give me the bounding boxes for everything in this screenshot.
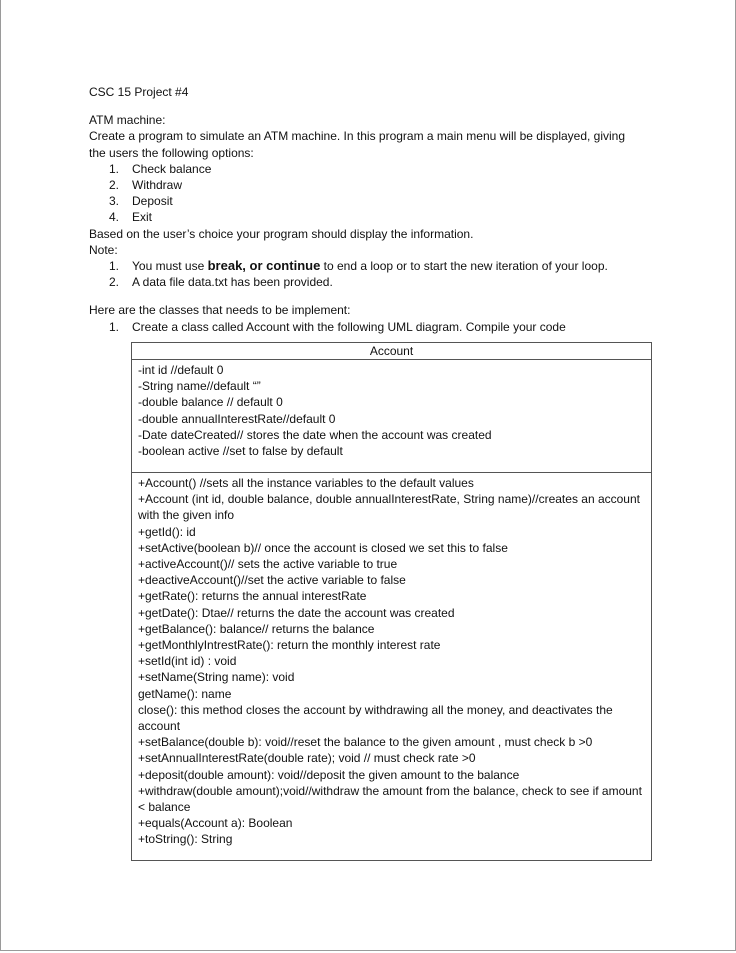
uml-method: +getBalance(): balance// returns the balance <box>138 621 375 636</box>
uml-fields <box>132 360 651 473</box>
uml-diagram <box>131 342 652 861</box>
based-on-text: Based on the user’s choice your program should display the information. <box>89 226 474 241</box>
uml-method: +Account() //sets all the instance variables to the default values <box>138 476 474 490</box>
note-label: Note: <box>89 242 118 257</box>
list-item: 1. Check balance <box>109 161 212 176</box>
bold-keywords: break, or continue <box>207 258 321 274</box>
uml-method: +getId(): id <box>138 524 196 539</box>
list-item: 1. You must use break, or continue to end a loop or to start the new iteration of your loop. <box>109 258 608 274</box>
uml-method: +setId(int id) : void <box>138 654 237 669</box>
section-heading: ATM machine: <box>89 113 166 128</box>
uml-method: close(): this method closes the account by withdrawing all the money, and deactivates the account <box>138 702 613 734</box>
uml-field: -String name//default “” <box>138 379 261 394</box>
document-body <box>89 84 649 335</box>
notes-list <box>89 258 649 290</box>
uml-field: -boolean active //set to false by default <box>138 444 343 459</box>
intro-line-1: Create a program to simulate an ATM machine. In this program a main menu will be displayed, giving <box>89 129 626 144</box>
uml-method: +deposit(double amount): void//deposit the given amount to the balance <box>138 767 520 782</box>
list-item: 4. Exit <box>109 210 153 225</box>
uml-field: -int id //default 0 <box>138 363 224 377</box>
uml-method: +setName(String name): void <box>138 670 295 685</box>
uml-field: -double annualInterestRate//default 0 <box>138 411 336 426</box>
uml-method: +getRate(): returns the annual interestRate <box>138 589 367 604</box>
list-item: 3. Deposit <box>109 194 173 209</box>
intro-line-2: the users the following options: <box>89 145 254 160</box>
uml-method: +setActive(boolean b)// once the account is closed we set this to false <box>138 540 508 555</box>
uml-method: +equals(Account a): Boolean <box>138 816 293 831</box>
uml-method: +Account (int id, double balance, double annualInterestRate, String name)//creates an account with the given info <box>138 492 640 523</box>
uml-method: +toString(): String <box>138 832 233 847</box>
list-item: 2. Withdraw <box>109 178 183 193</box>
uml-method: +getDate(): Dtae// returns the date the account was created <box>138 605 455 620</box>
classes-intro: Here are the classes that needs to be implement: <box>89 303 351 318</box>
list-item: 1. Create a class called Account with the following UML diagram. Compile your code <box>109 319 566 334</box>
uml-methods <box>132 473 651 860</box>
uml-method: +setBalance(double b): void//reset the balance to the given amount , must check b >0 <box>138 735 593 750</box>
uml-method: +deactiveAccount()//set the active variable to false <box>138 573 406 588</box>
menu-options-list <box>89 161 649 226</box>
uml-class-name: Account <box>132 343 651 360</box>
uml-method: +withdraw(double amount);void//withdraw the amount from the balance, check to see if amount < balance <box>138 783 642 815</box>
uml-field: -Date dateCreated// stores the date when the account was created <box>138 427 492 442</box>
list-item: 2. A data file data.txt has been provided. <box>109 275 333 290</box>
steps-list <box>89 319 649 335</box>
uml-method: +activeAccount()// sets the active variable to true <box>138 557 398 572</box>
uml-method: +getMonthlyIntrestRate(): return the monthly interest rate <box>138 638 441 653</box>
uml-method: +setAnnualInterestRate(double rate); void // must check rate >0 <box>138 751 476 766</box>
course-title: CSC 15 Project #4 <box>89 85 189 99</box>
uml-method: getName(): name <box>138 686 232 701</box>
uml-field: -double balance // default 0 <box>138 395 283 410</box>
